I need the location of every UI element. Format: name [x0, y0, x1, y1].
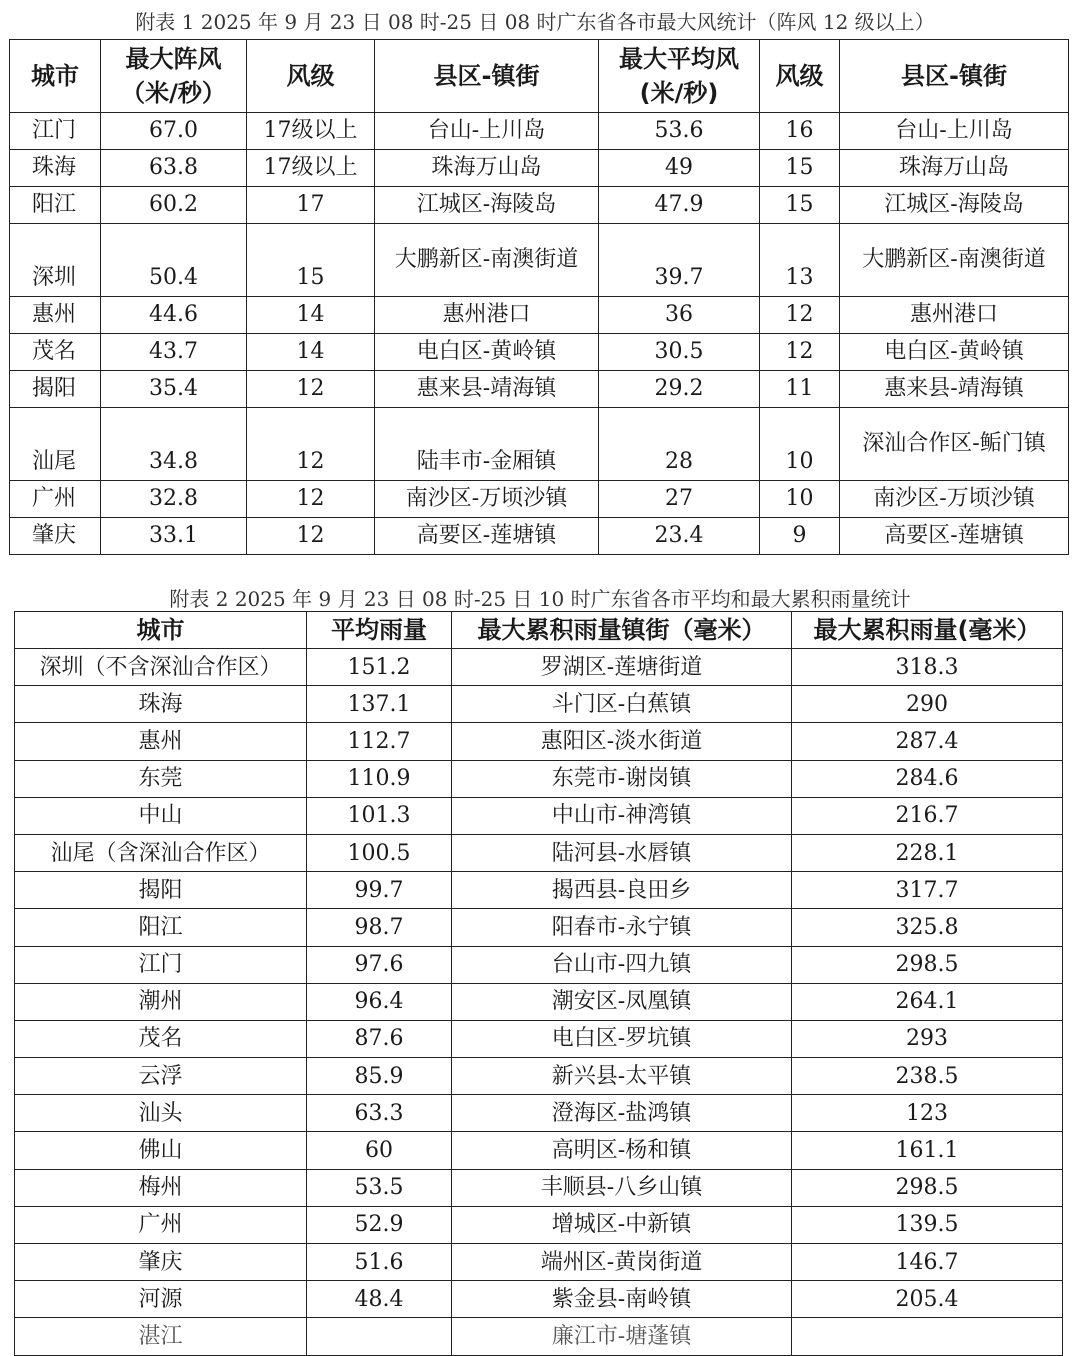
city-cell: 茂名	[10, 334, 101, 371]
table-cell: 惠来县-靖海镇	[840, 371, 1069, 408]
table-cell: 100.5	[307, 834, 452, 871]
table-cell: 大鹏新区-南澳街道	[840, 224, 1069, 297]
table-cell: 47.9	[599, 187, 760, 224]
city-cell: 广州	[15, 1206, 307, 1243]
city-cell: 揭阳	[15, 872, 307, 909]
table-cell: 98.7	[307, 909, 452, 946]
table-cell: 101.3	[307, 797, 452, 834]
table-cell: 15	[760, 150, 840, 187]
table-row	[10, 334, 1069, 371]
table-cell: 12	[247, 408, 375, 481]
table-row	[10, 408, 1069, 481]
table-cell: 137.1	[307, 686, 452, 723]
table-cell: 228.1	[792, 834, 1063, 871]
city-cell: 惠州	[15, 723, 307, 760]
table-cell: 12	[247, 481, 375, 518]
table-cell: 85.9	[307, 1058, 452, 1095]
table-cell: 陆丰市-金厢镇	[375, 408, 599, 481]
table-cell: 60.2	[101, 187, 247, 224]
table-cell: 高要区-莲塘镇	[840, 518, 1069, 555]
table-cell: 台山-上川岛	[840, 113, 1069, 150]
table-cell: 12	[247, 518, 375, 555]
header-max-avg-wind: 最大平均风(米/秒)	[599, 40, 760, 113]
table-cell: 廉江市-塘蓬镇	[452, 1318, 792, 1355]
city-cell: 珠海	[15, 686, 307, 723]
table-cell: 293	[792, 1020, 1063, 1057]
city-cell: 佛山	[15, 1132, 307, 1169]
table-cell: 110.9	[307, 760, 452, 797]
city-cell: 汕尾（含深汕合作区）	[15, 834, 307, 871]
table-cell: 斗门区-白蕉镇	[452, 686, 792, 723]
table-cell: 南沙区-万顷沙镇	[375, 481, 599, 518]
table-cell: 江城区-海陵岛	[375, 187, 599, 224]
table-cell: 17	[247, 187, 375, 224]
table-cell: 23.4	[599, 518, 760, 555]
table-row	[10, 518, 1069, 555]
header-city: 城市	[15, 612, 307, 649]
table-cell: 87.6	[307, 1020, 452, 1057]
table-cell: 325.8	[792, 909, 1063, 946]
table-cell: 惠阳区-淡水街道	[452, 723, 792, 760]
city-cell: 梅州	[15, 1169, 307, 1206]
table-cell: 台山市-四九镇	[452, 946, 792, 983]
table-cell: 97.6	[307, 946, 452, 983]
table-cell: 珠海万山岛	[840, 150, 1069, 187]
table-cell: 28	[599, 408, 760, 481]
table-cell: 63.3	[307, 1095, 452, 1132]
table-row	[15, 1318, 1063, 1355]
table-row	[15, 1244, 1063, 1281]
table-cell: 317.7	[792, 872, 1063, 909]
table-cell: 287.4	[792, 723, 1063, 760]
table-cell	[307, 1318, 452, 1355]
table-cell: 34.8	[101, 408, 247, 481]
table-row	[10, 297, 1069, 334]
table-cell: 12	[247, 371, 375, 408]
table-cell: 16	[760, 113, 840, 150]
table-cell: 南沙区-万顷沙镇	[840, 481, 1069, 518]
table-cell: 35.4	[101, 371, 247, 408]
table-row	[10, 113, 1069, 150]
city-cell: 惠州	[10, 297, 101, 334]
table2-caption: 附表 2 2025 年 9 月 23 日 08 时-25 日 10 时广东省各市平均和最大累积雨量统计	[169, 587, 911, 611]
table-cell: 14	[247, 334, 375, 371]
table-cell: 51.6	[307, 1244, 452, 1281]
table-cell: 36	[599, 297, 760, 334]
city-cell: 汕头	[15, 1095, 307, 1132]
table-cell: 丰顺县-八乡山镇	[452, 1169, 792, 1206]
table-cell: 39.7	[599, 224, 760, 297]
table-cell: 15	[760, 187, 840, 224]
table-cell: 12	[760, 297, 840, 334]
table-row	[10, 150, 1069, 187]
header-max-rain: 最大累积雨量(毫米）	[792, 612, 1063, 649]
table-cell: 298.5	[792, 946, 1063, 983]
table-cell: 高明区-杨和镇	[452, 1132, 792, 1169]
city-cell: 茂名	[15, 1020, 307, 1057]
table-cell: 44.6	[101, 297, 247, 334]
table-row	[15, 797, 1063, 834]
header-avg-rain: 平均雨量	[307, 612, 452, 649]
city-cell: 阳江	[15, 909, 307, 946]
city-cell: 广州	[10, 481, 101, 518]
table-cell: 238.5	[792, 1058, 1063, 1095]
table-cell: 67.0	[101, 113, 247, 150]
table-cell: 290	[792, 686, 1063, 723]
table-cell: 潮安区-凤凰镇	[452, 983, 792, 1020]
table-cell: 112.7	[307, 723, 452, 760]
table-row	[15, 983, 1063, 1020]
table-cell: 318.3	[792, 649, 1063, 686]
city-cell: 肇庆	[15, 1244, 307, 1281]
table-cell: 9	[760, 518, 840, 555]
table-cell: 15	[247, 224, 375, 297]
header-max-gust: 最大阵风（米/秒）	[101, 40, 247, 113]
header-gust-location: 县区-镇街	[375, 40, 599, 113]
header-avg-location: 县区-镇街	[840, 40, 1069, 113]
city-cell: 江门	[10, 113, 101, 150]
table-cell: 揭西县-良田乡	[452, 872, 792, 909]
table-cell: 17级以上	[247, 113, 375, 150]
table-row	[15, 723, 1063, 760]
table-cell: 43.7	[101, 334, 247, 371]
table-cell: 50.4	[101, 224, 247, 297]
table-cell: 32.8	[101, 481, 247, 518]
table-cell: 惠州港口	[375, 297, 599, 334]
city-cell: 东莞	[15, 760, 307, 797]
city-cell: 肇庆	[10, 518, 101, 555]
table-row	[15, 760, 1063, 797]
city-cell: 珠海	[10, 150, 101, 187]
table-cell: 电白区-黄岭镇	[840, 334, 1069, 371]
table-cell: 中山市-神湾镇	[452, 797, 792, 834]
table-cell: 大鹏新区-南澳街道	[375, 224, 599, 297]
table-cell: 阳春市-永宁镇	[452, 909, 792, 946]
table-row	[10, 224, 1069, 297]
table-row	[10, 371, 1069, 408]
table-cell: 惠来县-靖海镇	[375, 371, 599, 408]
city-cell: 河源	[15, 1281, 307, 1318]
table-cell: 台山-上川岛	[375, 113, 599, 150]
table-cell: 298.5	[792, 1169, 1063, 1206]
city-cell: 阳江	[10, 187, 101, 224]
table-cell: 216.7	[792, 797, 1063, 834]
city-cell: 云浮	[15, 1058, 307, 1095]
table-row	[10, 187, 1069, 224]
table-cell: 电白区-罗坑镇	[452, 1020, 792, 1057]
header-avg-level: 风级	[760, 40, 840, 113]
table-row	[15, 1020, 1063, 1057]
table-cell: 53.5	[307, 1169, 452, 1206]
table-cell: 48.4	[307, 1281, 452, 1318]
table-cell: 电白区-黄岭镇	[375, 334, 599, 371]
table-cell: 52.9	[307, 1206, 452, 1243]
table-cell: 151.2	[307, 649, 452, 686]
city-cell: 中山	[15, 797, 307, 834]
table-cell: 14	[247, 297, 375, 334]
table-row	[15, 834, 1063, 871]
city-cell: 汕尾	[10, 408, 101, 481]
table-cell: 123	[792, 1095, 1063, 1132]
table-row	[15, 1206, 1063, 1243]
table-cell: 264.1	[792, 983, 1063, 1020]
rainfall-table	[14, 611, 1063, 1356]
table-cell: 13	[760, 224, 840, 297]
header-max-rain-location: 最大累积雨量镇街（毫米）	[452, 612, 792, 649]
table-cell: 新兴县-太平镇	[452, 1058, 792, 1095]
table-row	[15, 946, 1063, 983]
header-gust-level: 风级	[247, 40, 375, 113]
table-row	[15, 1058, 1063, 1095]
table-cell: 205.4	[792, 1281, 1063, 1318]
table-row	[15, 649, 1063, 686]
table-cell: 10	[760, 408, 840, 481]
max-wind-table	[9, 39, 1069, 555]
city-cell: 揭阳	[10, 371, 101, 408]
table-cell: 罗湖区-莲塘街道	[452, 649, 792, 686]
city-cell: 潮州	[15, 983, 307, 1020]
table-cell: 96.4	[307, 983, 452, 1020]
table-cell: 49	[599, 150, 760, 187]
table-cell: 澄海区-盐鸿镇	[452, 1095, 792, 1132]
table-cell: 深汕合作区-鲘门镇	[840, 408, 1069, 481]
table-cell: 139.5	[792, 1206, 1063, 1243]
city-cell: 江门	[15, 946, 307, 983]
table-cell: 161.1	[792, 1132, 1063, 1169]
table-row	[10, 481, 1069, 518]
table-cell: 99.7	[307, 872, 452, 909]
city-cell: 深圳	[10, 224, 101, 297]
table-cell: 珠海万山岛	[375, 150, 599, 187]
table-cell: 284.6	[792, 760, 1063, 797]
table-row	[15, 686, 1063, 723]
table-cell: 10	[760, 481, 840, 518]
header-city: 城市	[10, 40, 101, 113]
table-cell: 27	[599, 481, 760, 518]
table-cell: 30.5	[599, 334, 760, 371]
city-cell: 湛江	[15, 1318, 307, 1355]
table-cell: 紫金县-南岭镇	[452, 1281, 792, 1318]
table-cell: 29.2	[599, 371, 760, 408]
table-row	[15, 909, 1063, 946]
table-cell: 11	[760, 371, 840, 408]
table-row	[15, 1281, 1063, 1318]
table-header-row	[15, 612, 1063, 649]
table-cell: 端州区-黄岗街道	[452, 1244, 792, 1281]
table-cell: 33.1	[101, 518, 247, 555]
table-cell: 惠州港口	[840, 297, 1069, 334]
table-row	[15, 1169, 1063, 1206]
table-row	[15, 1095, 1063, 1132]
table-cell: 53.6	[599, 113, 760, 150]
table-row	[15, 872, 1063, 909]
table-cell: 17级以上	[247, 150, 375, 187]
table-row	[15, 1132, 1063, 1169]
table-cell: 陆河县-水唇镇	[452, 834, 792, 871]
table-cell: 63.8	[101, 150, 247, 187]
city-cell: 深圳（不含深汕合作区）	[15, 649, 307, 686]
table-header-row	[10, 40, 1069, 113]
table-cell: 高要区-莲塘镇	[375, 518, 599, 555]
table-cell: 60	[307, 1132, 452, 1169]
table-cell: 江城区-海陵岛	[840, 187, 1069, 224]
table-cell: 东莞市-谢岗镇	[452, 760, 792, 797]
table-cell: 增城区-中新镇	[452, 1206, 792, 1243]
table1-caption: 附表 1 2025 年 9 月 23 日 08 时-25 日 08 时广东省各市最大风统计（阵风 12 级以上）	[135, 10, 935, 34]
table-cell: 12	[760, 334, 840, 371]
table-cell: 146.7	[792, 1244, 1063, 1281]
table-cell	[792, 1318, 1063, 1355]
